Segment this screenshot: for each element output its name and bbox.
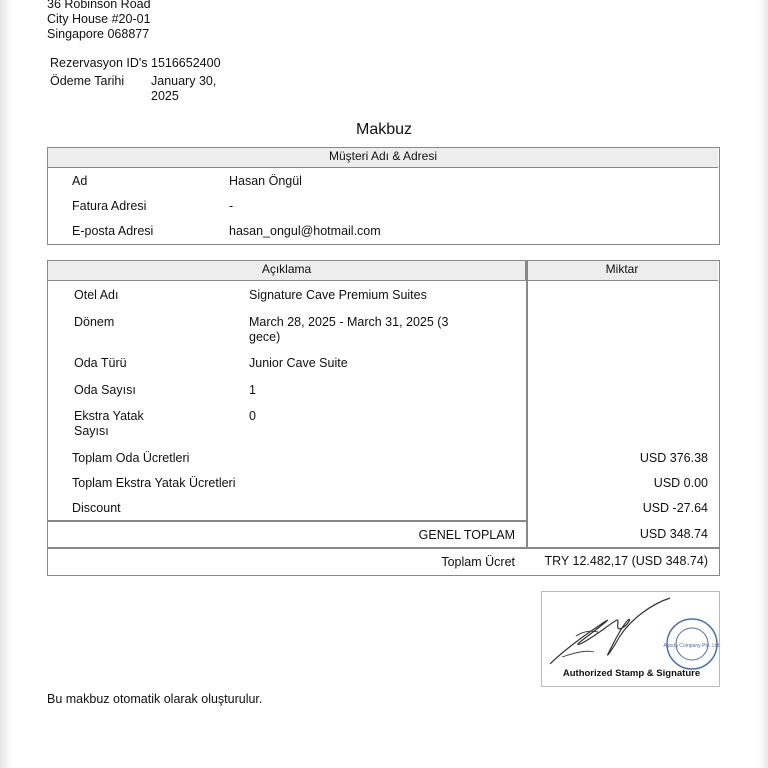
extra-bed-label-line-2: Sayısı: [74, 424, 109, 438]
extra-bed-charges-amount: USD 0.00: [653, 476, 708, 490]
reservation-id-label: Rezervasyon ID's: [50, 56, 148, 70]
room-charges-label: Toplam Oda Ücretleri: [72, 451, 190, 465]
room-count-label: Oda Sayısı: [74, 383, 136, 397]
column-divider: [526, 260, 528, 548]
page-shadow-left: [0, 0, 12, 768]
items-bottom-line: [47, 520, 527, 522]
grand-total-amount: USD 348.74: [639, 527, 708, 541]
address-line-2: City House #20-01: [47, 12, 151, 26]
billing-address-label: Fatura Adresi: [72, 199, 147, 213]
total-fee-label: Toplam Ücret: [441, 555, 515, 569]
discount-amount: USD -27.64: [642, 501, 708, 515]
room-type-label: Oda Türü: [74, 356, 127, 370]
extra-bed-value: 0: [249, 409, 256, 423]
discount-label: Discount: [72, 501, 121, 515]
payment-date-label: Ödeme Tarihi: [50, 74, 125, 88]
page-shadow-right: [758, 0, 768, 768]
payment-date-line-1: January 30,: [151, 74, 217, 88]
payment-date-value: [151, 74, 216, 104]
customer-name-value: Hasan Öngül: [229, 174, 302, 188]
description-header: Açıklama: [48, 261, 526, 281]
period-value: [249, 315, 448, 345]
extra-bed-charges-label: Toplam Ekstra Yatak Ücretleri: [72, 476, 236, 490]
room-count-value: 1: [249, 383, 256, 397]
period-label: Dönem: [74, 315, 115, 329]
extra-bed-label: [74, 409, 144, 439]
room-type-value: Junior Cave Suite: [249, 356, 348, 370]
stamp-signature-box: [541, 591, 720, 687]
address-line-1: 36 Robinson Road: [47, 0, 151, 11]
amount-header: Miktar: [526, 261, 718, 281]
period-value-line-2: gece): [249, 330, 281, 344]
hotel-name-label: Otel Adı: [74, 288, 119, 302]
payment-date-line-2: 2025: [151, 89, 179, 103]
address-line-3: Singapore 068877: [47, 27, 150, 41]
grand-total-label: GENEL TOPLAM: [418, 528, 515, 542]
room-charges-amount: USD 376.38: [639, 451, 708, 465]
stamp-caption: Authorized Stamp & Signature: [562, 668, 701, 679]
signature-image: [542, 592, 721, 672]
customer-header: Müşteri Adı & Adresi: [48, 148, 718, 168]
hotel-name-value: Signature Cave Premium Suites: [249, 288, 427, 302]
billing-address-value: -: [229, 199, 234, 213]
company-address: [47, 0, 347, 42]
period-value-line-1: March 28, 2025 - March 31, 2025 (3: [249, 315, 449, 329]
email-value: hasan_ongul@hotmail.com: [229, 224, 381, 238]
extra-bed-label-line-1: Ekstra Yatak: [74, 409, 144, 423]
total-fee-amount: TRY 12.482,17 (USD 348.74): [544, 554, 708, 568]
grand-total-bottom-line: [47, 547, 720, 549]
seal-text: Agoda Company Pte. Ltd.: [663, 643, 721, 649]
page-title: Makbuz: [355, 121, 413, 138]
email-label: E-posta Adresi: [72, 224, 154, 238]
reservation-id-value: 1516652400: [151, 56, 221, 70]
customer-name-label: Ad: [72, 174, 88, 188]
footer-note: Bu makbuz otomatik olarak oluşturulur.: [47, 692, 263, 706]
